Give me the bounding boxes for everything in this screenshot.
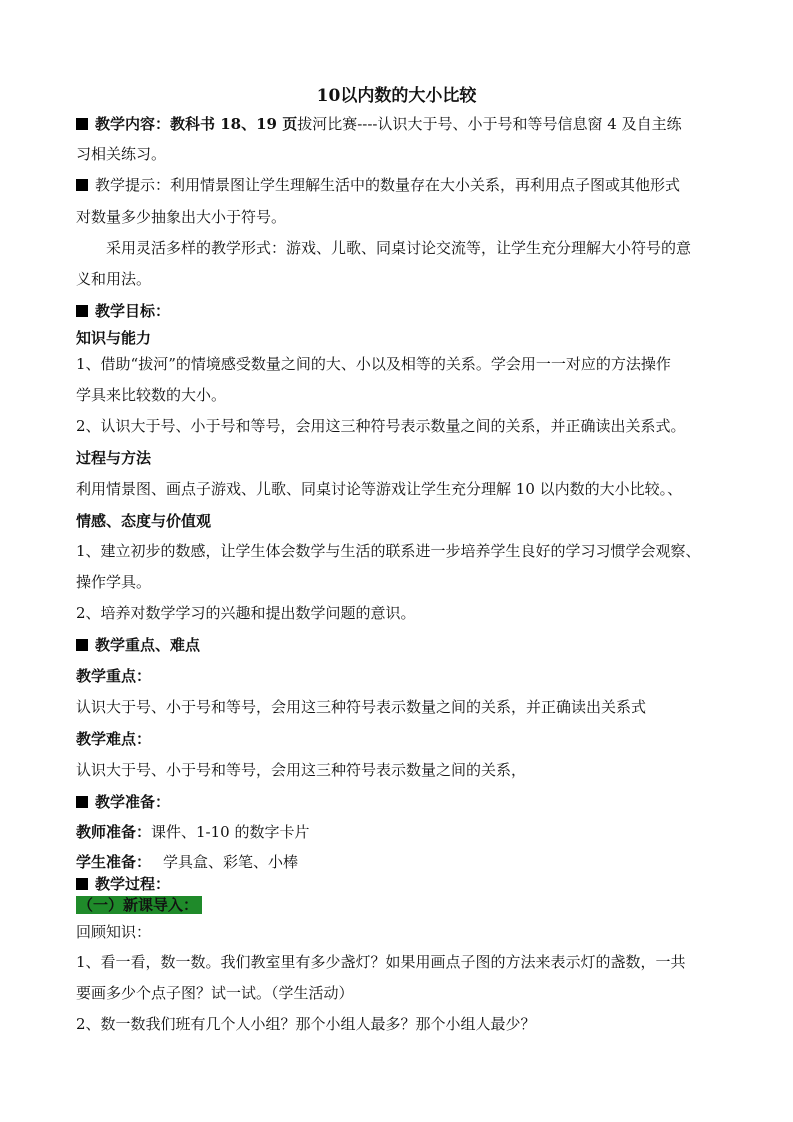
content-book-ref: 教科书 18、19 页 — [170, 115, 298, 133]
emotion-item-1-line-2: 操作学具。 — [76, 573, 152, 591]
tips-line-1 — [76, 174, 726, 196]
difficulty-label: 教学难点： — [76, 730, 152, 748]
part1-heading — [76, 894, 726, 916]
tips-line-4: 义和用法。 — [76, 270, 152, 288]
content-line-2: 习相关练习。 — [76, 145, 167, 163]
question-2: 2、数一数我们班有几个人小组？那个小组人最多？那个小组人最少？ — [76, 1015, 536, 1033]
tips-line-3: 采用灵活多样的教学形式：游戏、儿歌、同桌讨论交流等，让学生充分理解大小符号的意 — [106, 239, 692, 257]
process-heading-text: 教学过程： — [95, 875, 171, 893]
document-title: 10以内数的大小比较 — [316, 86, 477, 106]
knowledge-item-1-line-1: 1、借助“拔河”的情境感受数量之间的大、小以及相等的关系。学会用一一对应的方法操作 — [76, 355, 671, 373]
question-1-line-2: 要画多少个点子图？试一试。（学生活动） — [76, 984, 354, 1002]
prep-heading — [76, 791, 726, 813]
content-text: 拔河比赛----认识大于号、小于号和等号信息窗 4 及自主练 — [297, 115, 682, 133]
student-prep-text: 学具盒、彩笔、小棒 — [163, 853, 299, 871]
process-heading — [76, 873, 726, 895]
teacher-prep-label: 教师准备： — [76, 823, 152, 841]
knowledge-item-2: 2、认识大于号、小于号和等号，会用这三种符号表示数量之间的关系，并正确读出关系式。 — [76, 417, 686, 435]
keypoints-heading — [76, 634, 726, 656]
goals-heading — [76, 300, 726, 322]
square-bullet-icon — [76, 796, 88, 808]
content-line-1 — [76, 113, 726, 135]
review-label: 回顾知识： — [76, 923, 152, 941]
emotion-item-2: 2、培养对数学学习的兴趣和提出数学问题的意识。 — [76, 604, 416, 622]
keypoints-heading-text: 教学重点、难点 — [95, 636, 201, 654]
square-bullet-icon — [76, 305, 88, 317]
teacher-prep — [76, 821, 726, 843]
part1-highlight: （一）新课导入： — [76, 896, 202, 914]
focus-label: 教学重点： — [76, 667, 152, 685]
emotion-item-1-line-1: 1、建立初步的数感，让学生体会数学与生活的联系进一步培养学生良好的学习习惯学会观察、 — [76, 542, 701, 560]
student-prep-label: 学生准备： — [76, 853, 152, 871]
tips-label: 教学提示： — [95, 176, 171, 194]
difficulty-text: 认识大于号、小于号和等号，会用这三种符号表示数量之间的关系， — [76, 761, 527, 779]
square-bullet-icon — [76, 878, 88, 890]
square-bullet-icon — [76, 179, 88, 191]
content-label: 教学内容： — [95, 115, 171, 133]
student-prep — [76, 851, 726, 873]
emotion-heading: 情感、态度与价值观 — [76, 512, 212, 530]
tips-text: 利用情景图让学生理解生活中的数量存在大小关系，再利用点子图或其他形式 — [170, 176, 681, 194]
process-method-text: 利用情景图、画点子游戏、儿歌、同桌讨论等游戏让学生充分理解 10 以内数的大小比较。、 — [76, 480, 683, 498]
teacher-prep-text: 课件、1-10 的数字卡片 — [151, 823, 310, 841]
tips-line-2: 对数量多少抽象出大小于符号。 — [76, 208, 287, 226]
square-bullet-icon — [76, 639, 88, 651]
prep-heading-text: 教学准备： — [95, 793, 171, 811]
focus-text: 认识大于号、小于号和等号，会用这三种符号表示数量之间的关系，并正确读出关系式 — [76, 698, 647, 716]
knowledge-heading: 知识与能力 — [76, 329, 152, 347]
knowledge-item-1-line-2: 学具来比较数的大小。 — [76, 386, 227, 404]
process-method-heading: 过程与方法 — [76, 449, 152, 467]
question-1-line-1: 1、看一看，数一数。我们教室里有多少盏灯？如果用画点子图的方法来表示灯的盏数，一共 — [76, 953, 686, 971]
goals-heading-text: 教学目标： — [95, 302, 171, 320]
square-bullet-icon — [76, 118, 88, 130]
